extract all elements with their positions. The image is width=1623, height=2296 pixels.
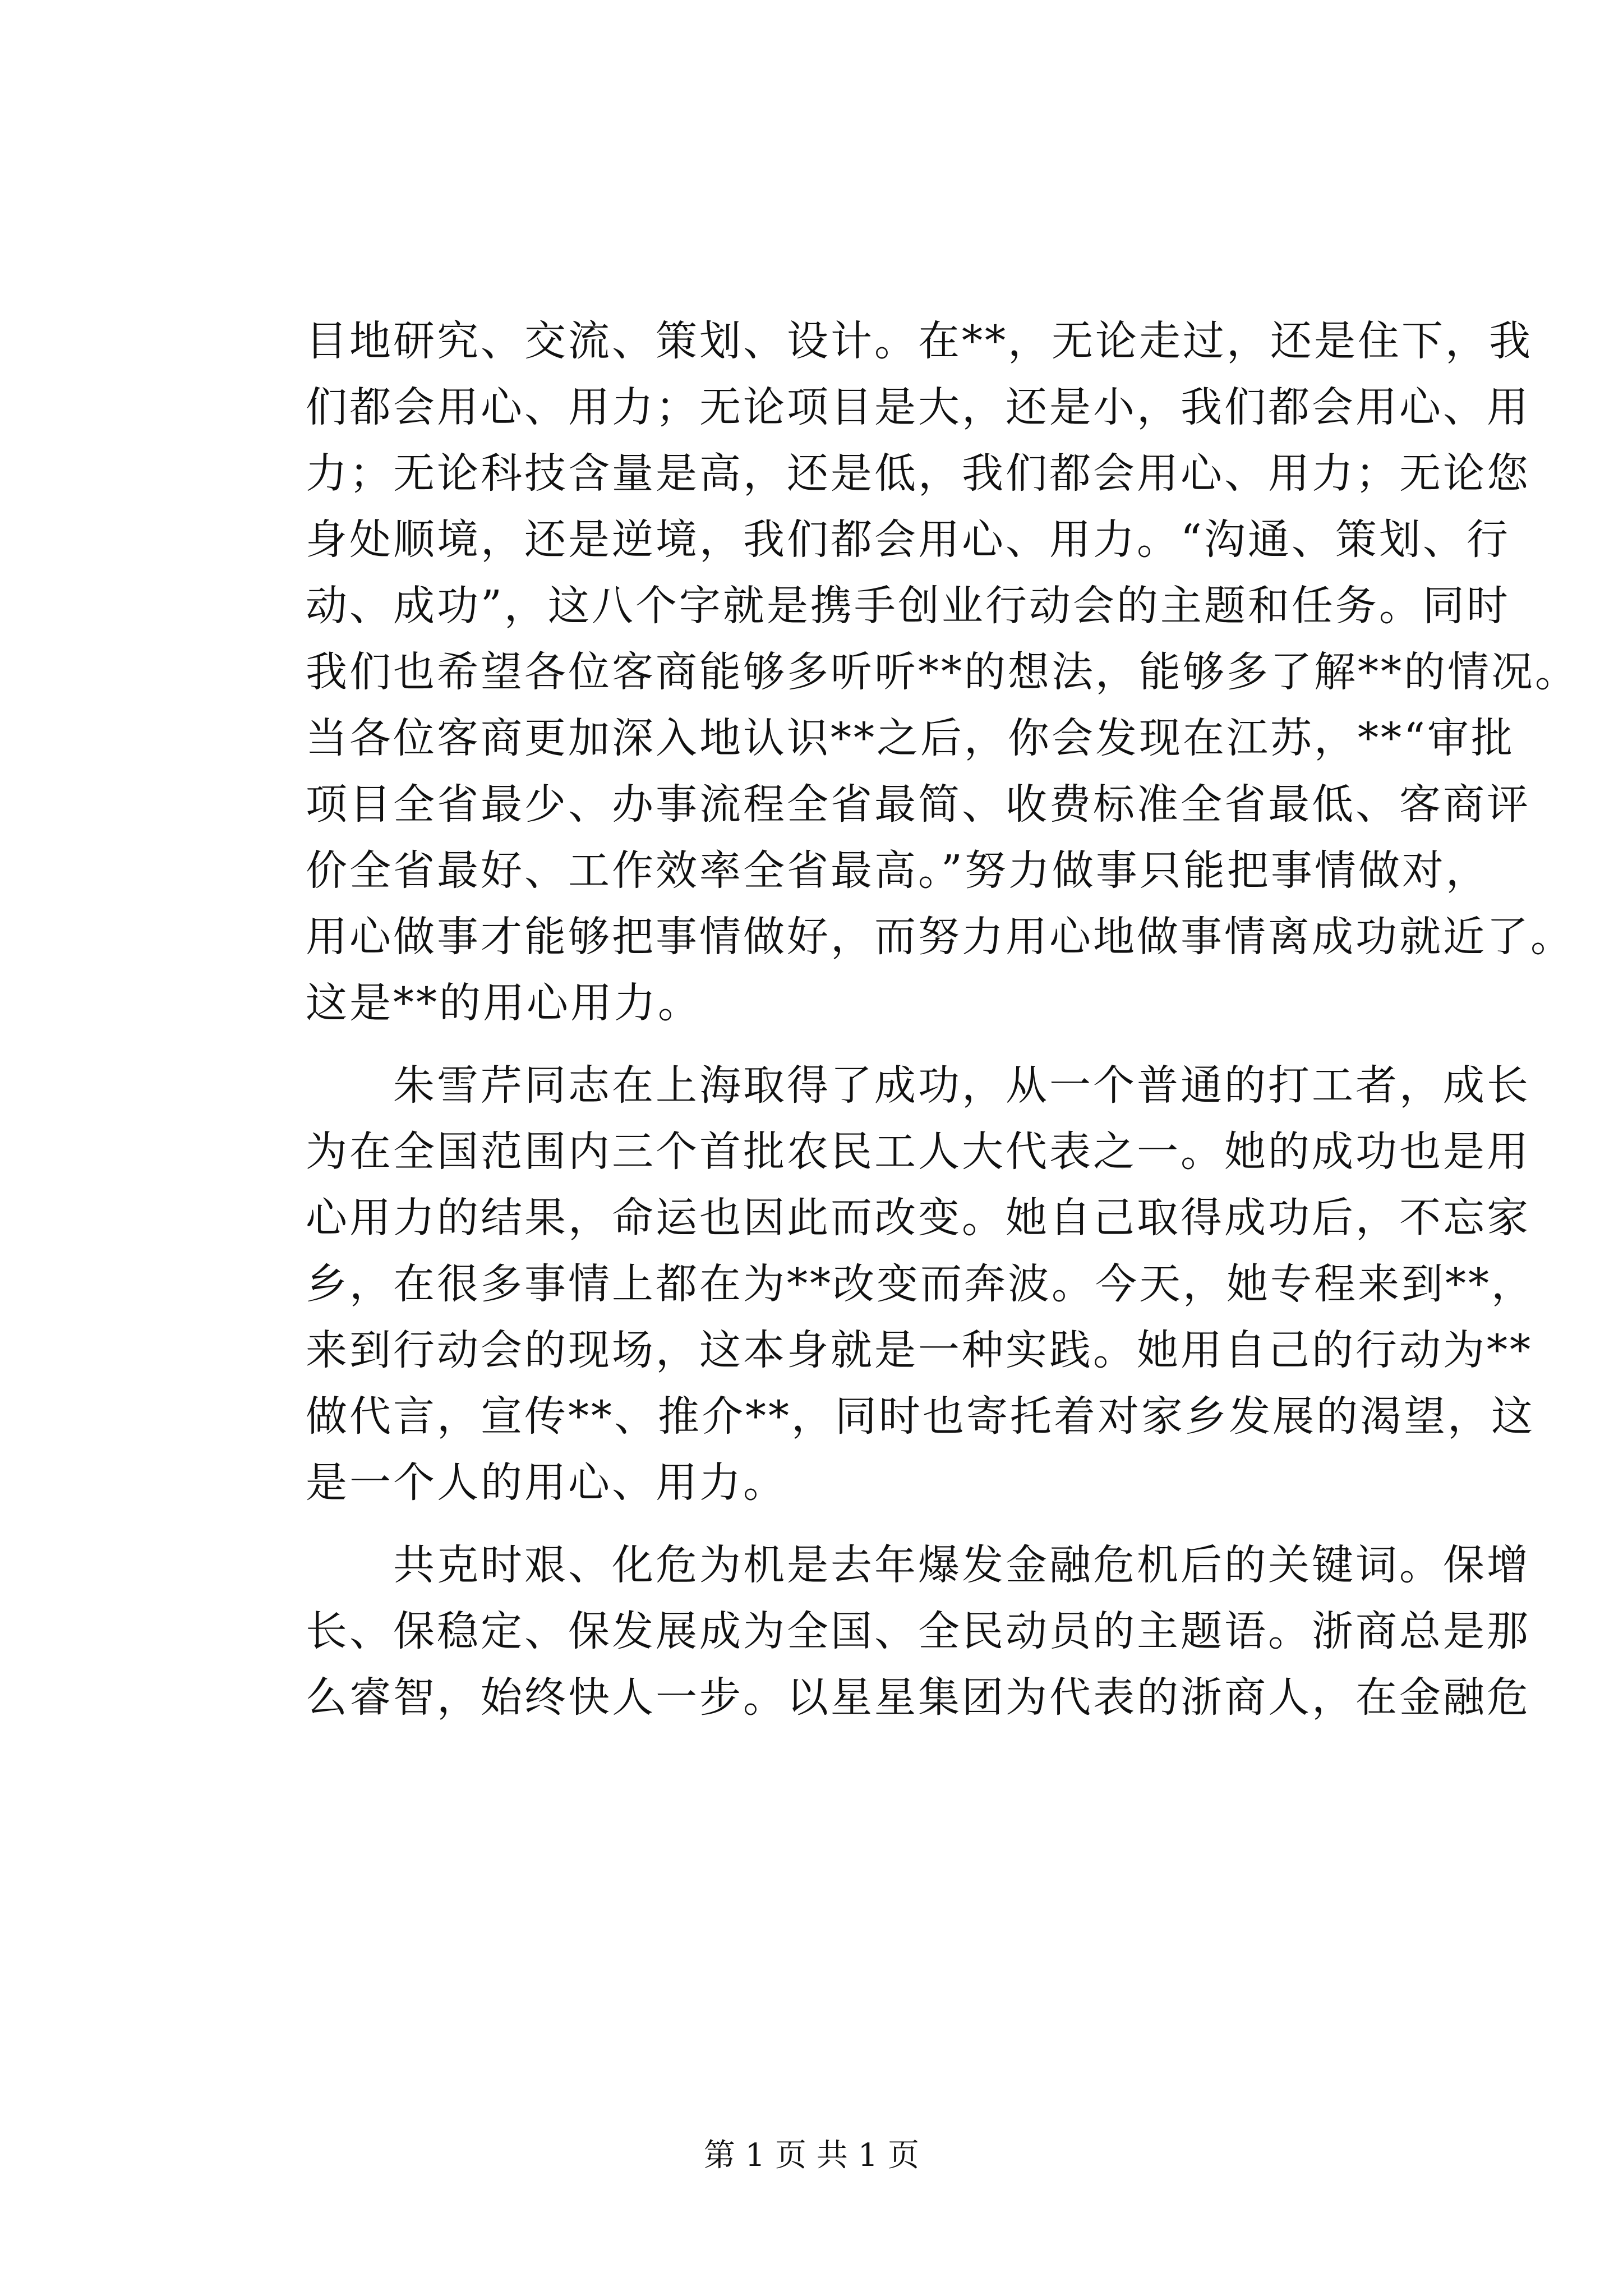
text-line: 项目全省最少、办事流程全省最简、收费标准全省最低、客商评 — [306, 780, 1530, 829]
text-line: 动、成功”，这八个字就是携手创业行动会的主题和任务。同时 — [306, 582, 1510, 630]
text-line: 是一个人的用心、用力。 — [306, 1458, 787, 1507]
text-line: 为在全国范围内三个首批农民工人大代表之一。她的成功也是用 — [306, 1128, 1530, 1176]
text-line: 做代言，宣传**、推介**，同时也寄托着对家乡发展的渴望，这 — [306, 1392, 1535, 1441]
text-line: 心用力的结果，命运也因此而改变。她自己取得成功后，不忘家 — [306, 1194, 1530, 1242]
text-line: 价全省最好、工作效率全省最高。”努力做事只能把事情做对， — [306, 846, 1490, 895]
text-line: 朱雪芹同志在上海取得了成功，从一个普通的打工者，成长 — [306, 1061, 1530, 1110]
text-line: 来到行动会的现场，这本身就是一种实践。她用自己的行动为** — [306, 1326, 1533, 1374]
text-line: 目地研究、交流、策划、设计。在**，无论走过，还是住下，我 — [306, 317, 1533, 365]
text-line: 当各位客商更加深入地认识**之后，你会发现在江苏，**“审批 — [306, 714, 1515, 762]
text-line: 么睿智，始终快人一步。以星星集团为代表的浙商人，在金融危 — [306, 1673, 1530, 1722]
text-line: 共克时艰、化危为机是去年爆发金融危机后的关键词。保增 — [306, 1541, 1530, 1589]
text-line: 长、保稳定、保发展成为全国、全民动员的主题语。浙商总是那 — [306, 1607, 1530, 1655]
text-line: 身处顺境，还是逆境，我们都会用心、用力。“沟通、策划、行 — [306, 516, 1510, 564]
page-footer — [0, 2136, 1623, 2175]
page-number: 第 1 页 共 1 页 — [703, 2137, 920, 2174]
text-line: 用心做事才能够把事情做好，而努力用心地做事情离成功就近了。 — [306, 913, 1574, 961]
text-line: 们都会用心、用力；无论项目是大，还是小，我们都会用心、用 — [306, 383, 1530, 431]
text-line: 乡，在很多事情上都在为**改变而奔波。今天，她专程来到**， — [306, 1260, 1535, 1308]
text-line: 这是**的用心用力。 — [306, 979, 702, 1027]
text-line: 我们也希望各位客商能够多听听**的想法，能够多了解**的情况。 — [306, 648, 1579, 696]
text-line: 力；无论科技含量是高，还是低，我们都会用心、用力；无论您 — [306, 449, 1530, 498]
